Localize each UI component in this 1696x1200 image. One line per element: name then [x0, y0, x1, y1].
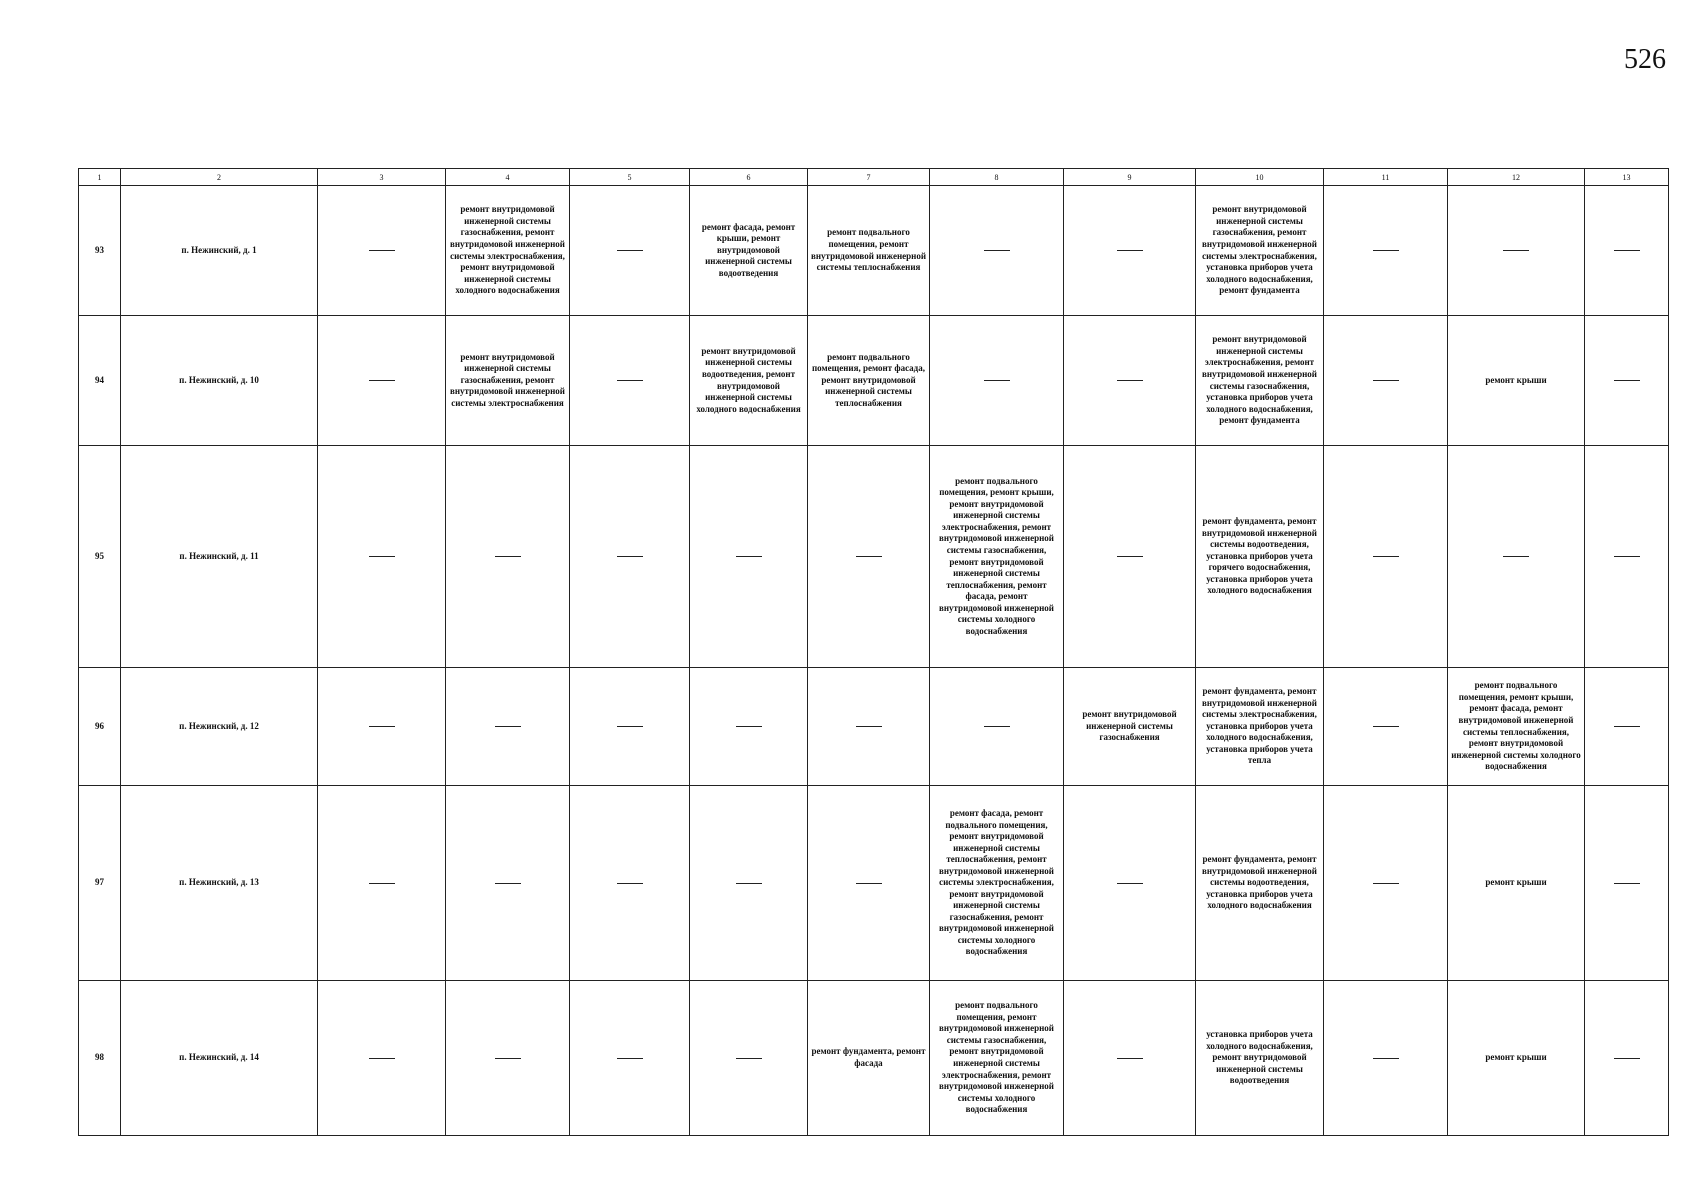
cell-col-7: [808, 446, 930, 668]
cell-col-9: [1064, 786, 1196, 981]
cell-col-5: [570, 786, 690, 981]
dash-mark: [495, 726, 521, 727]
dash-mark: [984, 380, 1010, 381]
work-description: ремонт подвального помещения, ремонт фасада, ремонт внутридомовой инженерной системы теплоснабжения: [812, 351, 925, 408]
dash-mark: [369, 726, 395, 727]
work-description: ремонт подвального помещения, ремонт крыши, ремонт фасада, ремонт внутридомовой инженерной системы теплоснабжения, ремонт внутридомовой инженерной системы холодного водоснабжения: [1451, 680, 1581, 772]
column-header: 1: [79, 169, 121, 186]
work-description: ремонт фундамента, ремонт внутридомовой инженерной системы водоотведения, установка приборов учета холодного водоснабжения: [1201, 854, 1317, 911]
cell-col-5: [570, 316, 690, 446]
dash-mark: [1117, 250, 1143, 251]
column-header: 8: [930, 169, 1064, 186]
cell-col-3: [318, 446, 446, 668]
column-header: 2: [121, 169, 318, 186]
dash-mark: [1373, 380, 1399, 381]
cell-col-13: [1585, 316, 1669, 446]
dash-mark: [1373, 726, 1399, 727]
dash-mark: [1117, 1058, 1143, 1059]
dash-mark: [1614, 1058, 1640, 1059]
dash-mark: [984, 250, 1010, 251]
dash-mark: [1117, 380, 1143, 381]
cell-col-13: [1585, 981, 1669, 1136]
work-description: ремонт внутридомовой инженерной системы электроснабжения, ремонт внутридомовой инженерной системы газоснабжения, установка приборов учета холодного водоснабжения, ремонт фундамента: [1201, 334, 1317, 426]
work-description: ремонт крыши: [1485, 374, 1547, 385]
work-description: ремонт фундамента, ремонт внутридомовой инженерной системы водоотведения, установка приборов учета горячего водоснабжения, установка приборов учета холодного водоснабжения: [1201, 516, 1317, 596]
address-cell: п. Нежинский, д. 13: [121, 786, 318, 981]
row-number: 95: [79, 446, 121, 668]
work-description: ремонт фасада, ремонт крыши, ремонт внутридомовой инженерной системы водоотведения: [701, 221, 796, 278]
work-description: ремонт внутридомовой инженерной системы газоснабжения, ремонт внутридомовой инженерной системы электроснабжения: [449, 351, 565, 408]
cell-col-3: [318, 786, 446, 981]
dash-mark: [1614, 883, 1640, 884]
cell-col-10: [1196, 668, 1324, 786]
dash-mark: [369, 556, 395, 557]
dash-mark: [1117, 883, 1143, 884]
dash-mark: [856, 883, 882, 884]
cell-col-7: [808, 668, 930, 786]
dash-mark: [1373, 250, 1399, 251]
column-header: 4: [446, 169, 570, 186]
cell-col-9: [1064, 668, 1196, 786]
cell-col-3: [318, 981, 446, 1136]
dash-mark: [617, 726, 643, 727]
dash-mark: [1614, 380, 1640, 381]
dash-mark: [495, 1058, 521, 1059]
column-header: 10: [1196, 169, 1324, 186]
dash-mark: [617, 1058, 643, 1059]
cell-col-12: [1448, 446, 1585, 668]
cell-col-6: [690, 668, 808, 786]
dash-mark: [495, 556, 521, 557]
cell-col-3: [318, 668, 446, 786]
cell-col-13: [1585, 786, 1669, 981]
cell-col-11: [1324, 186, 1448, 316]
work-description: ремонт внутридомовой инженерной системы газоснабжения, ремонт внутридомовой инженерной системы электроснабжения, установка приборов учета холодного водоснабжения, ремонт фундамента: [1201, 204, 1317, 296]
table-row: [79, 316, 1669, 446]
row-number: 97: [79, 786, 121, 981]
cell-col-6: [690, 446, 808, 668]
cell-col-8: [930, 186, 1064, 316]
dash-mark: [1503, 556, 1529, 557]
work-description: ремонт подвального помещения, ремонт внутридомовой инженерной системы теплоснабжения: [811, 227, 927, 273]
cell-col-12: [1448, 668, 1585, 786]
dash-mark: [736, 1058, 762, 1059]
work-description: ремонт внутридомовой инженерной системы газоснабжения: [1082, 709, 1177, 743]
cell-col-13: [1585, 668, 1669, 786]
table-row: [79, 446, 1669, 668]
cell-col-13: [1585, 446, 1669, 668]
cell-col-8: [930, 446, 1064, 668]
dash-mark: [369, 883, 395, 884]
dash-mark: [1117, 556, 1143, 557]
column-header: 3: [318, 169, 446, 186]
dash-mark: [617, 556, 643, 557]
cell-col-8: [930, 316, 1064, 446]
row-number: 93: [79, 186, 121, 316]
cell-col-13: [1585, 186, 1669, 316]
dash-mark: [617, 380, 643, 381]
cell-col-8: [930, 786, 1064, 981]
cell-col-4: [446, 668, 570, 786]
dash-mark: [617, 250, 643, 251]
dash-mark: [369, 250, 395, 251]
cell-col-9: [1064, 981, 1196, 1136]
cell-col-7: [808, 316, 930, 446]
cell-col-3: [318, 316, 446, 446]
cell-col-11: [1324, 668, 1448, 786]
cell-col-8: [930, 668, 1064, 786]
dash-mark: [1373, 1058, 1399, 1059]
row-number: 94: [79, 316, 121, 446]
cell-col-11: [1324, 316, 1448, 446]
address-cell: п. Нежинский, д. 12: [121, 668, 318, 786]
table-row: [79, 668, 1669, 786]
cell-col-12: [1448, 786, 1585, 981]
table-row: [79, 186, 1669, 316]
column-header: 11: [1324, 169, 1448, 186]
cell-col-6: [690, 186, 808, 316]
column-header: 6: [690, 169, 808, 186]
dash-mark: [1614, 726, 1640, 727]
cell-col-10: [1196, 981, 1324, 1136]
cell-col-9: [1064, 316, 1196, 446]
dash-mark: [1614, 250, 1640, 251]
cell-col-12: [1448, 981, 1585, 1136]
dash-mark: [856, 726, 882, 727]
dash-mark: [1373, 883, 1399, 884]
work-description: ремонт подвального помещения, ремонт внутридомовой инженерной системы газоснабжения, ремонт внутридомовой инженерной системы электроснабжения, ремонт внутридомовой инженерной системы холодного водоснабжения: [938, 1000, 1054, 1115]
column-header: 13: [1585, 169, 1669, 186]
dash-mark: [736, 556, 762, 557]
address-cell: п. Нежинский, д. 10: [121, 316, 318, 446]
cell-col-10: [1196, 186, 1324, 316]
cell-col-7: [808, 981, 930, 1136]
column-header: 12: [1448, 169, 1585, 186]
dash-mark: [1503, 250, 1529, 251]
cell-col-7: [808, 186, 930, 316]
page-number: 526: [1624, 44, 1666, 75]
work-schedule-table: [78, 168, 1669, 1136]
dash-mark: [369, 1058, 395, 1059]
cell-col-11: [1324, 786, 1448, 981]
address-cell: п. Нежинский, д. 11: [121, 446, 318, 668]
cell-col-5: [570, 981, 690, 1136]
column-header: 7: [808, 169, 930, 186]
cell-col-6: [690, 786, 808, 981]
cell-col-4: [446, 786, 570, 981]
work-description: установка приборов учета холодного водоснабжения, ремонт внутридомовой инженерной системы водоотведения: [1206, 1029, 1313, 1086]
dash-mark: [617, 883, 643, 884]
cell-col-7: [808, 786, 930, 981]
cell-col-8: [930, 981, 1064, 1136]
dash-mark: [495, 883, 521, 884]
cell-col-9: [1064, 186, 1196, 316]
work-description: ремонт подвального помещения, ремонт крыши, ремонт внутридомовой инженерной системы электроснабжения, ремонт внутридомовой инженерной системы газоснабжения, ремонт внутридомовой инженерной системы теплоснабжения, ремонт фасада, ремонт внутридомовой инженерной системы холодного водоснабжения: [938, 475, 1054, 636]
address-cell: п. Нежинский, д. 1: [121, 186, 318, 316]
work-description: ремонт фасада, ремонт подвального помещения, ремонт внутридомовой инженерной системы теплоснабжения, ремонт внутридомовой инженерной системы электроснабжения, ремонт внутридомовой инженерной системы газоснабжения, ремонт внутридомовой инженерной системы холодного водоснабжения: [938, 808, 1054, 957]
cell-col-12: [1448, 316, 1585, 446]
cell-col-4: [446, 316, 570, 446]
dash-mark: [1373, 556, 1399, 557]
cell-col-12: [1448, 186, 1585, 316]
dash-mark: [1614, 556, 1640, 557]
work-description: ремонт фундамента, ремонт внутридомовой инженерной системы электроснабжения, установка приборов учета холодного водоснабжения, установка приборов учета тепла: [1201, 686, 1317, 766]
dash-mark: [736, 883, 762, 884]
cell-col-6: [690, 316, 808, 446]
cell-col-4: [446, 186, 570, 316]
cell-col-6: [690, 981, 808, 1136]
dash-mark: [369, 380, 395, 381]
dash-mark: [984, 726, 1010, 727]
table-row: [79, 786, 1669, 981]
table-row: [79, 981, 1669, 1136]
work-description: ремонт крыши: [1485, 877, 1547, 888]
cell-col-9: [1064, 446, 1196, 668]
cell-col-3: [318, 186, 446, 316]
cell-col-11: [1324, 446, 1448, 668]
cell-col-10: [1196, 446, 1324, 668]
column-header: 9: [1064, 169, 1196, 186]
header-row: [79, 169, 1669, 186]
work-description: ремонт крыши: [1485, 1052, 1547, 1063]
cell-col-5: [570, 668, 690, 786]
column-header: 5: [570, 169, 690, 186]
cell-col-4: [446, 446, 570, 668]
row-number: 96: [79, 668, 121, 786]
work-description: ремонт внутридомовой инженерной системы водоотведения, ремонт внутридомовой инженерной системы холодного водоснабжения: [696, 345, 801, 414]
cell-col-4: [446, 981, 570, 1136]
cell-col-11: [1324, 981, 1448, 1136]
address-cell: п. Нежинский, д. 14: [121, 981, 318, 1136]
row-number: 98: [79, 981, 121, 1136]
cell-col-10: [1196, 786, 1324, 981]
cell-col-10: [1196, 316, 1324, 446]
cell-col-5: [570, 446, 690, 668]
dash-mark: [736, 726, 762, 727]
work-description: ремонт внутридомовой инженерной системы газоснабжения, ремонт внутридомовой инженерной системы электроснабжения, ремонт внутридомовой инженерной системы холодного водоснабжения: [449, 204, 565, 296]
cell-col-5: [570, 186, 690, 316]
dash-mark: [856, 556, 882, 557]
table-body: [79, 186, 1669, 1136]
work-description: ремонт фундамента, ремонт фасада: [811, 1046, 926, 1068]
